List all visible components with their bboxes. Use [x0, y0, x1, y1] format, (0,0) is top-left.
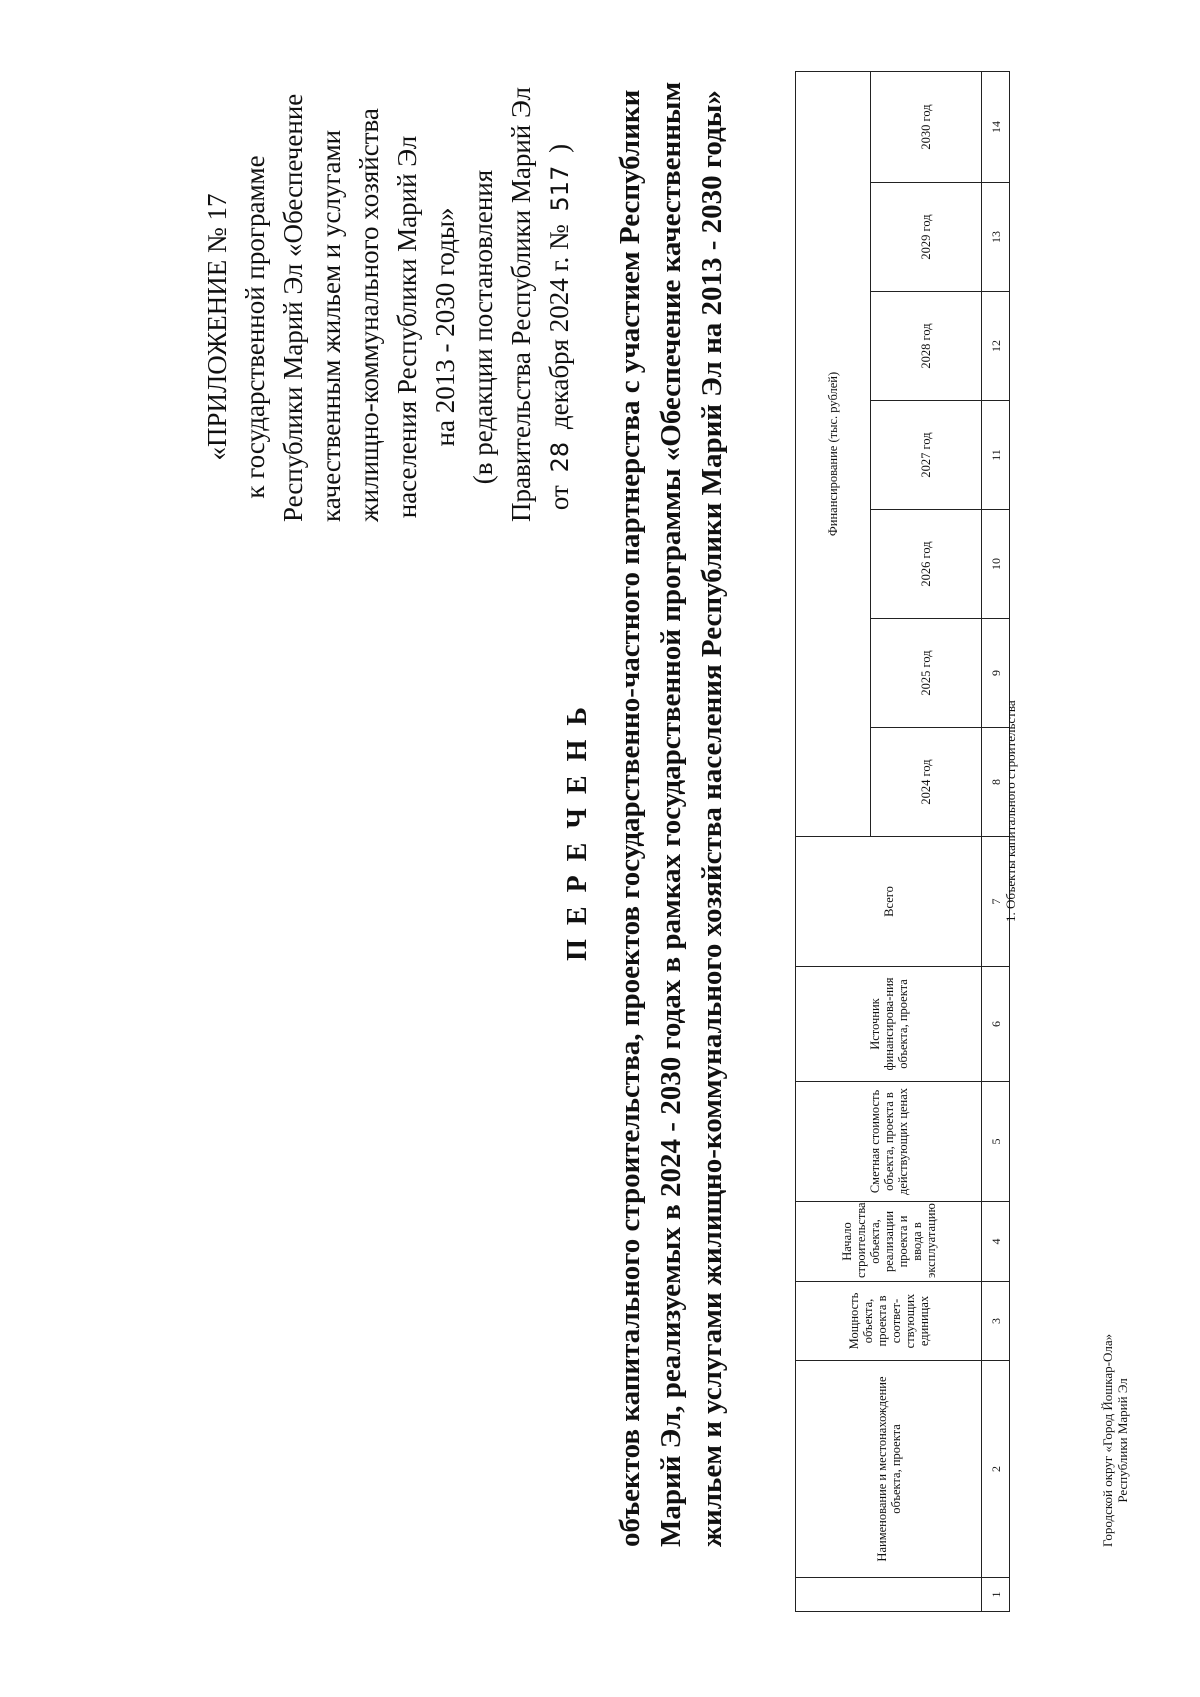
column-number: 6: [982, 967, 1010, 1082]
header-capacity: Мощность объекта, проекта в соответ-ствующих единицах: [796, 1282, 982, 1361]
date-suffix: ): [544, 143, 574, 153]
municipality-line: Республики Марий Эл: [1115, 1378, 1130, 1503]
municipality-line: Городской округ «Город Йошкар-Ола»: [1100, 1333, 1115, 1547]
document-subtitle: [610, 81, 733, 1547]
column-number: 9: [982, 619, 1010, 728]
header-cost: Сметная стоимость объекта, проекта в действующих ценах: [796, 1082, 982, 1202]
appendix-line: (в редакции постановления: [468, 169, 498, 485]
subtitle-line: объектов капитального строительства, проектов государственно-частного партнерства с участием Республики: [614, 89, 646, 1547]
header-year: 2026 год: [871, 510, 982, 619]
appendix-line: Республики Марий Эл «Обеспечение: [278, 93, 308, 522]
column-number: 14: [982, 71, 1010, 182]
header-total: Всего: [796, 837, 982, 967]
header-year: 2025 год: [871, 619, 982, 728]
appendix-line: Правительства Республики Марий Эл: [506, 87, 536, 522]
column-number: 11: [982, 401, 1010, 510]
header-year: 2029 год: [871, 183, 982, 292]
appendix-line: качественным жильем и услугами: [316, 129, 346, 522]
appendix-line: жилищно-коммунального хозяйства: [354, 108, 384, 522]
column-number: 7: [982, 837, 1010, 967]
header-start: Начало строительства объекта, реализации проекта и ввода в эксплуатацию: [796, 1202, 982, 1282]
header-year: 2030 год: [871, 71, 982, 182]
document-title: ПЕРЕЧЕНЬ: [562, 693, 593, 961]
municipality-label: [1100, 1334, 1130, 1547]
date-text: декабря 2024 г. №: [544, 224, 574, 430]
column-number: 13: [982, 183, 1010, 292]
column-number: 8: [982, 728, 1010, 837]
header-financing: Финансирование (тыс. рублей): [796, 71, 871, 836]
column-number: 5: [982, 1082, 1010, 1202]
column-number: 3: [982, 1282, 1010, 1361]
column-number: 10: [982, 510, 1010, 619]
date-number: 517: [546, 165, 574, 212]
header-name: Наименование и местонахождение объекта, проекта: [796, 1361, 982, 1578]
column-number: 2: [982, 1361, 1010, 1578]
appendix-line: к государственной программе: [240, 155, 270, 499]
objects-table: [795, 71, 1010, 1612]
appendix-header: [198, 87, 579, 522]
section-label: 1. Объекты капитального строительства: [1003, 700, 1018, 922]
date-day: 28: [546, 441, 574, 473]
date-prefix: от: [544, 485, 574, 511]
header-year: 2028 год: [871, 292, 982, 401]
column-number: 4: [982, 1202, 1010, 1282]
subtitle-line: Марий Эл, реализуемых в 2024 - 2030 годах в рамках государственной программы «Обеспечение качественным: [655, 81, 687, 1547]
appendix-line: на 2013 - 2030 годы»: [430, 207, 460, 447]
appendix-line: населения Республики Марий Эл: [392, 135, 422, 519]
appendix-line: «ПРИЛОЖЕНИЕ № 17: [202, 193, 232, 461]
column-number: 1: [982, 1578, 1010, 1612]
header-year: 2024 год: [871, 728, 982, 837]
subtitle-line: жильем и услугами жилищно-коммунального хозяйства населения Республики Марий Эл на 2013 - 2030 годы»: [696, 90, 728, 1547]
header-source: Источник финансирова-ния объекта, проекта: [796, 967, 982, 1082]
column-number: 12: [982, 292, 1010, 401]
header-index: [796, 1578, 982, 1612]
header-year: 2027 год: [871, 401, 982, 510]
